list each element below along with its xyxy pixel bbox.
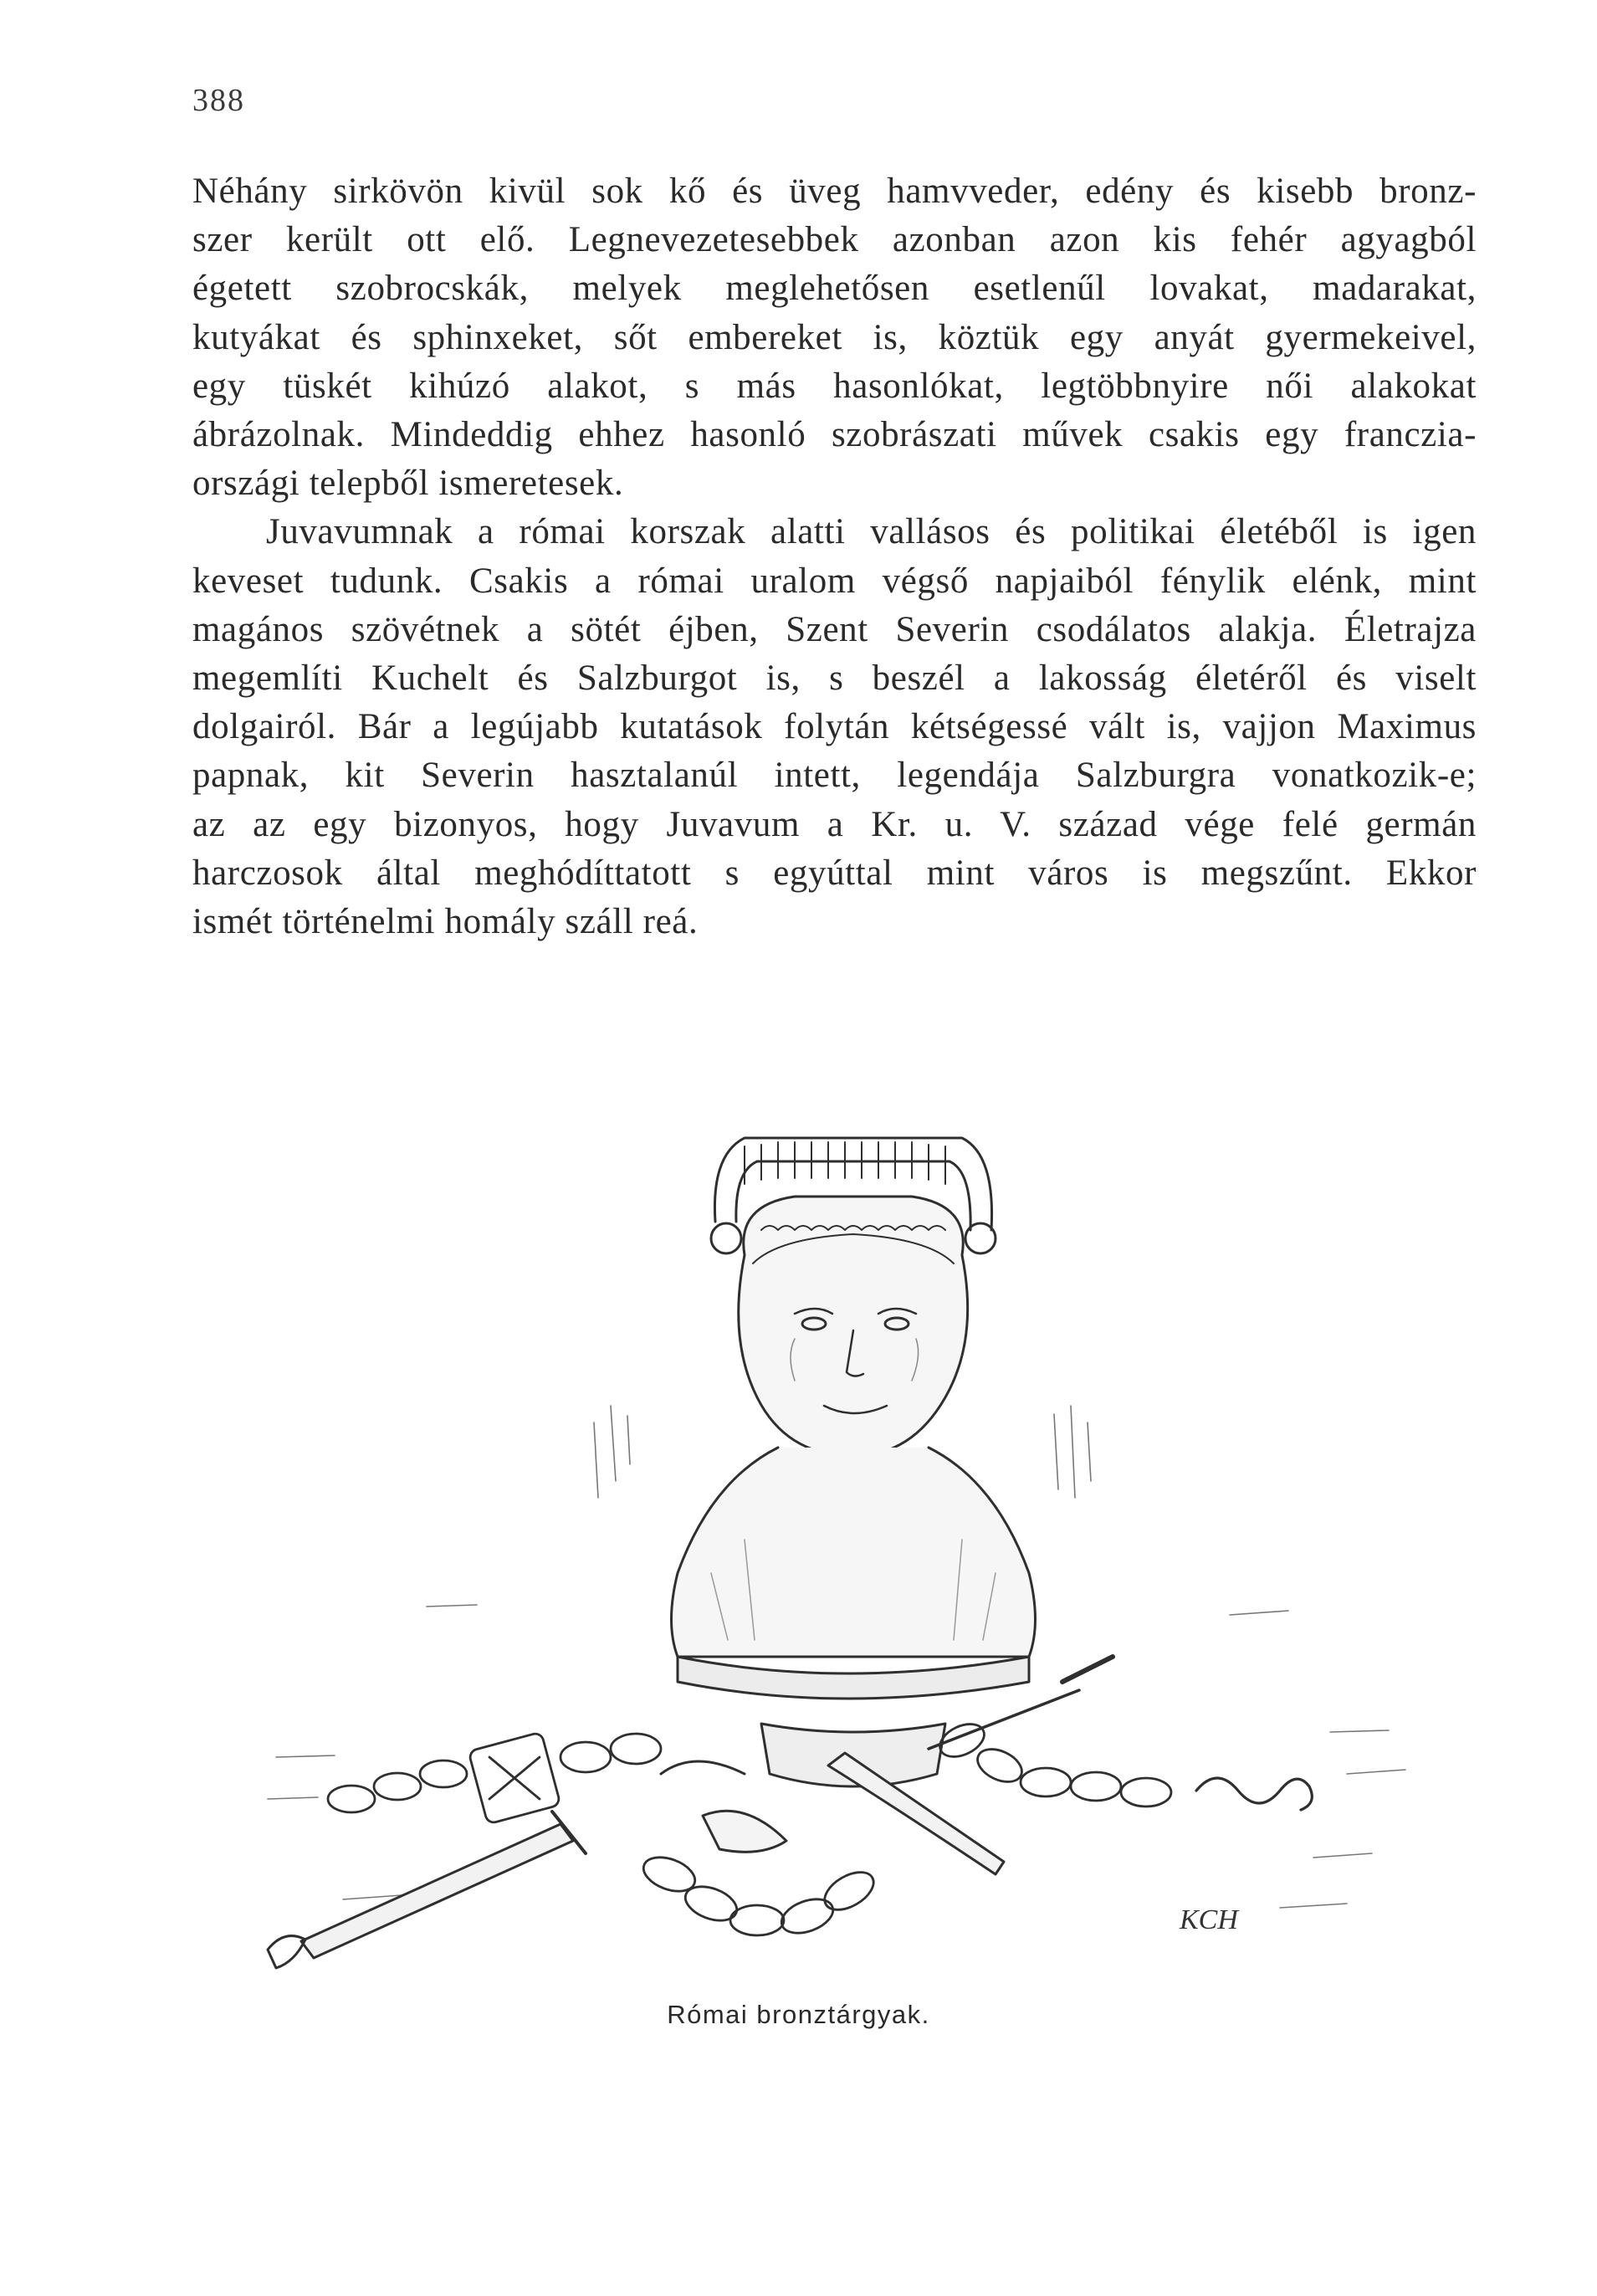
text-line: megemlíti Kuchelt és Salzburgot is, s beszél a lakosság életéről és viselt xyxy=(192,659,1477,699)
text-line: Juvavumnak a római korszak alatti vallásos és politikai életéből is igen xyxy=(266,512,1477,552)
text-line: ábrázolnak. Mindeddig ehhez hasonló szobrászati művek csakis egy franczia- xyxy=(192,415,1477,455)
text-line: égetett szobrocskák, melyek meglehetősen esetlenűl lovakat, madarakat, xyxy=(192,269,1477,309)
text-line: Néhány sirkövön kivül sok kő és üveg hamvveder, edény és kisebb bronz- xyxy=(192,172,1477,211)
paragraph-1 xyxy=(192,167,1477,508)
text-line: keveset tudunk. Csakis a római uralom végső napjaiból fénylik elénk, mint xyxy=(192,561,1477,601)
paragraph-2 xyxy=(192,508,1477,946)
text-line: harczosok által meghódíttatott s egyúttal mint város is megszűnt. Ekkor xyxy=(192,853,1477,893)
chain-right xyxy=(934,1718,1312,1810)
text-line: papnak, kit Severin hasztalanúl intett, legendája Salzburgra vonatkozik-e; xyxy=(192,756,1477,796)
blade-small xyxy=(661,1761,786,1852)
engraver-signature: KCH xyxy=(1180,1904,1238,1935)
figure-caption: Római bronztárgyak. xyxy=(667,2000,930,2029)
bronze-objects-illustration xyxy=(243,1104,1431,1983)
text-line: dolgairól. Bár a legújabb kutatások folytán kétségessé vált is, vajjon Maximus xyxy=(192,707,1477,747)
text-line: kutyákat és sphinxeket, sőt embereket is, köztük egy anyát gyermekeivel, xyxy=(192,317,1477,357)
chain-left xyxy=(328,1732,661,1824)
page-number: 388 xyxy=(192,83,245,118)
text-line: az az egy bizonyos, hogy Juvavum a Kr. u. V. század vége felé germán xyxy=(192,804,1477,844)
text-line: egy tüskét kihúzó alakot, s más hasonlókat, legtöbbnyire női alakokat xyxy=(192,366,1477,406)
dagger xyxy=(268,1812,586,1968)
text-line: ismét történelmi homály száll reá. xyxy=(192,902,699,942)
bust-head xyxy=(739,1197,968,1456)
body-text xyxy=(192,167,1477,946)
text-line: magános szövétnek a sötét éjben, Szent Severin csodálatos alakja. Életrajza xyxy=(192,609,1477,649)
chain-bottom xyxy=(639,1851,880,1940)
bust-shoulders xyxy=(672,1448,1036,1786)
text-line: szer került ott elő. Legnevezetesebbek azonban azon kis fehér agyagból xyxy=(192,220,1477,260)
text-line: országi telepből ismeretesek. xyxy=(192,464,624,504)
